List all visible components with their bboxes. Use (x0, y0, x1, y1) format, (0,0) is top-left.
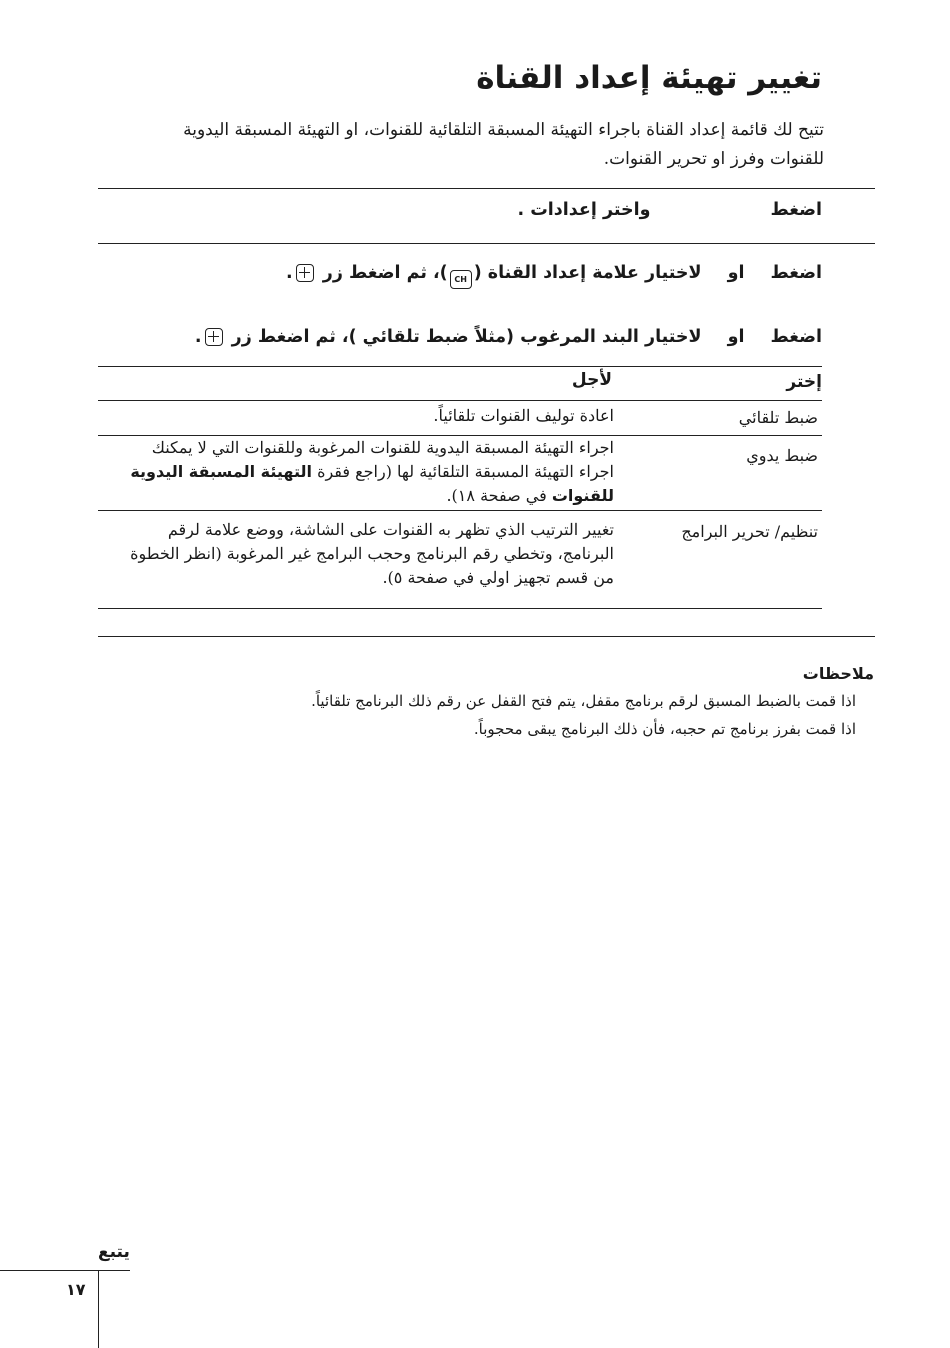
step-2 (82, 263, 822, 289)
table-row-1-purpose: اعادة توليف القنوات تلقائياً. (433, 406, 614, 425)
step-3-end: . (194, 327, 202, 347)
step-1-text: واختر إعدادات . (517, 200, 651, 220)
step-3-or: او (727, 327, 745, 347)
step-1-press: اضغط (770, 200, 822, 220)
table-row-3-purpose: تغيير الترتيب الذي تظهر به القنوات على الشاشة، ووضع علامة لرقم البرنامج، وتخطي رقم البرنامج وحجب البرامج غير المرغوبة (انظر الخطوة من قسم تجهيز اولي في صفحة ٥). (130, 520, 614, 587)
divider (98, 188, 875, 189)
note-item: اذا قمت بفرز برنامج تم حجبه، فأن ذلك البرنامج يبقى محجوباً. (473, 720, 856, 738)
table-row-1-select: ضبط تلقائي (738, 408, 818, 427)
step-3-text: لاختيار البند المرغوب (مثلاً ضبط تلقائي )، ثم اضغط زر (231, 327, 702, 347)
intro-paragraph: تتيح لك قائمة إعداد القناة باجراء التهيئة المسبقة التلقائية للقنوات، او التهيئة المسبقة اليدوية للقنوات وفرز او تحرير القنوات. (183, 120, 824, 169)
notes-heading: ملاحظات (802, 664, 874, 683)
step-3-press: اضغط (770, 327, 822, 347)
footer-rule (0, 1270, 130, 1271)
step-2-text-2: )، ثم اضغط زر (322, 263, 448, 283)
divider (98, 636, 875, 637)
step-1 (82, 200, 822, 220)
divider (98, 243, 875, 244)
table-row-2-select: ضبط يدوي (746, 446, 818, 465)
note-item: اذا قمت بالضبط المسبق لرقم برنامج مقفل، يتم فتح القفل عن رقم ذلك البرنامج تلقائياً. (311, 692, 856, 710)
table-header-select: إختر (786, 372, 822, 392)
step-2-end: . (286, 263, 293, 283)
channel-setup-icon: CH (450, 270, 472, 289)
footer-vertical-rule (98, 1270, 99, 1348)
step-2-press: اضغط (770, 263, 822, 283)
table-row-3-select: تنظيم/ تحرير البرامج (681, 522, 818, 541)
continued-label: يتبع (98, 1242, 130, 1262)
ok-button-icon (205, 328, 223, 346)
step-2-text: لاختيار علامة إعداد القناة ( (473, 263, 702, 283)
page-title: تغيير تهيئة إعداد القناة (476, 60, 822, 96)
table-row-2-purpose: اجراء التهيئة المسبقة اليدوية للقنوات المرغوبة وللقنوات التي لا يمكنك اجراء التهيئة المسبقة التلقائية لها (راجع فقرة التهيئة المسبقة اليدوية للقنوات في صفحة ١٨). (130, 438, 614, 505)
page-number: ١٧ (66, 1280, 86, 1299)
ok-button-icon (296, 264, 314, 282)
step-2-or: او (727, 263, 745, 283)
table-header-purpose: لأجل (571, 370, 612, 390)
step-3 (82, 327, 822, 347)
options-table (98, 366, 822, 610)
